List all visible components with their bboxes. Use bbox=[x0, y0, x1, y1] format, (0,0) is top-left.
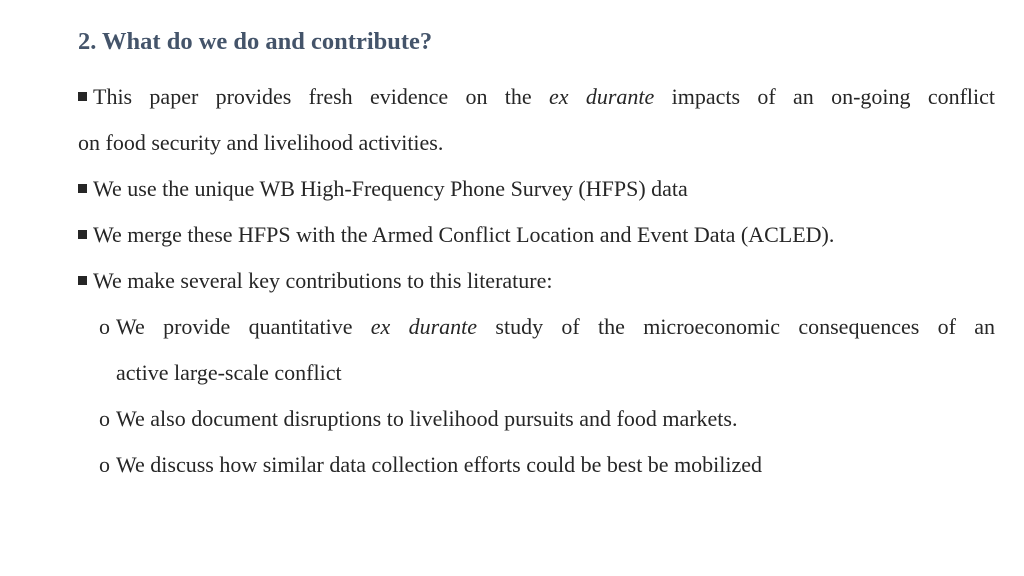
sub-bullet-item-1 bbox=[116, 314, 995, 340]
square-bullet-icon bbox=[78, 276, 87, 285]
sub-bullet-1-text-end: study of the microeconomic consequences of an bbox=[477, 314, 996, 339]
bullet-item-4 bbox=[78, 268, 552, 294]
sub-bullet-1-continuation: active large-scale conflict bbox=[116, 360, 342, 385]
square-bullet-icon bbox=[78, 184, 87, 193]
bullet-2-text: We use the unique WB High-Frequency Phone Survey (HFPS) data bbox=[93, 176, 688, 201]
bullet-item-3 bbox=[78, 222, 834, 248]
sub-bullet-2-marker: o bbox=[99, 406, 110, 431]
slide-title: 2. What do we do and contribute? bbox=[78, 28, 433, 55]
bullet-item-2 bbox=[78, 176, 688, 202]
square-bullet-icon bbox=[78, 230, 87, 239]
sub-bullet-1-marker: o bbox=[99, 314, 110, 339]
bullet-1-emphasis: ex durante bbox=[548, 84, 655, 109]
sub-bullet-1-text-start: We provide quantitative bbox=[116, 314, 371, 339]
sub-bullet-1-emphasis: ex durante bbox=[370, 314, 478, 339]
sub-bullet-item-3: We discuss how similar data collection efforts could be best be mobilized bbox=[116, 452, 763, 477]
bullet-1-continuation: on food security and livelihood activities. bbox=[78, 130, 444, 155]
sub-bullet-item-2: We also document disruptions to livelihood pursuits and food markets. bbox=[116, 406, 738, 431]
bullet-4-text: We make several key contributions to this literature: bbox=[93, 268, 553, 293]
bullet-1-text-start: This paper provides fresh evidence on the bbox=[93, 84, 549, 109]
sub-bullet-3-marker: o bbox=[99, 452, 110, 477]
bullet-3-text: We merge these HFPS with the Armed Conflict Location and Event Data (ACLED). bbox=[93, 222, 835, 247]
square-bullet-icon bbox=[78, 92, 87, 101]
bullet-item-1 bbox=[78, 84, 995, 110]
bullet-1-text-end: impacts of an on-going conflict bbox=[654, 84, 996, 109]
